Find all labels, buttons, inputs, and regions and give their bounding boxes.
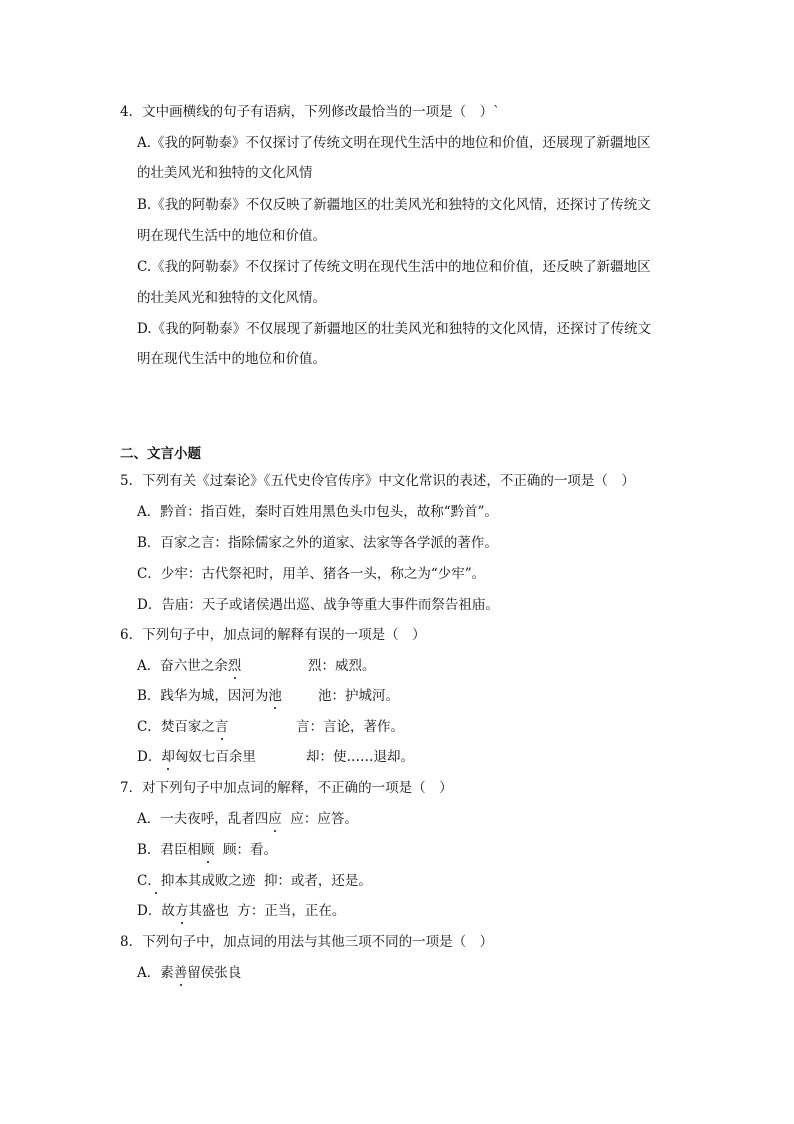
q6-option-c — [137, 718, 228, 736]
q6-option-d — [137, 748, 256, 766]
q8-option-a — [137, 964, 241, 982]
q8-a-dotted-word: 善 — [173, 965, 188, 981]
q7-d-label: D．故 — [137, 903, 175, 919]
q6-b-dotted-word: 池 — [268, 688, 282, 704]
q8-stem: 8．下列句子中，加点词的用法与其他三项不同的一项是（ ） — [120, 934, 494, 950]
q6-b-definition: 池：护城河。 — [318, 688, 399, 704]
q6-c-definition: 言：言论，著作。 — [296, 719, 404, 735]
q7-option-a — [137, 810, 358, 828]
q6-a-definition: 烈：威烈。 — [308, 658, 376, 674]
q6-d-label: D． — [137, 749, 162, 765]
q7-option-d — [137, 902, 345, 920]
q7-b-sentence: B．君臣相 — [137, 842, 201, 858]
q7-a-definition: 应：应答。 — [290, 811, 358, 827]
q6-stem: 6．下列句子中，加点词的解释有误的一项是（ ） — [120, 627, 426, 643]
q7-c-dotted-word: C．抑 — [137, 873, 175, 889]
q8-a-label: A．素 — [137, 965, 174, 981]
q4-option-a-line2: 的壮美风光和独特的文化风情 — [137, 165, 313, 181]
q4-option-d-line2: 明在现代生活中的地位和价值。 — [137, 351, 326, 367]
q4-option-a-line1: A.《我的阿勒泰》不仅探讨了传统文明在现代生活中的地位和价值，还展现了新疆地区 — [137, 135, 651, 151]
q7-option-b — [137, 841, 277, 859]
q5-stem: 5．下列有关《过秦论》《五代史伶官传序》中文化常识的表述，不正确的一项是（ ） — [120, 473, 635, 489]
q6-c-sentence: C．焚百家之 — [137, 719, 215, 735]
q5-option-a: A．黔首：指百姓，秦时百姓用黑色头巾包头，故称“黔首”。 — [137, 504, 499, 520]
q6-b-sentence: B．践华为城，因河为 — [137, 688, 269, 704]
q4-option-c-line1: C.《我的阿勒泰》不仅探讨了传统文明在现代生活中的地位和价值，还反映了新疆地区 — [137, 259, 651, 275]
section-heading: 二、文言小题 — [120, 446, 201, 462]
q7-c-sentence: 本其成败之迹 — [174, 873, 256, 889]
q7-stem: 7．对下列句子中加点词的解释，不正确的一项是（ ） — [120, 780, 453, 796]
q7-a-dotted-word: 应 — [268, 811, 282, 827]
q7-c-definition: 抑：或者，还是。 — [263, 873, 372, 889]
q8-a-sentence: 留侯张良 — [187, 965, 242, 981]
q5-option-b: B．百家之言：指除儒家之外的道家、法家等各学派的著作。 — [137, 535, 498, 551]
q4-option-c-line2: 的壮美风光和独特的文化风情。 — [137, 290, 326, 306]
q6-option-b — [137, 687, 282, 705]
q7-b-definition: 顾：看。 — [223, 842, 278, 858]
q4-option-d-line1: D.《我的阿勒泰》不仅展现了新疆地区的壮美风光和独特的文化风情，还探讨了传统文 — [137, 321, 652, 337]
q6-d-definition: 却：使……退却。 — [306, 749, 414, 765]
q6-c-dotted-word: 言 — [214, 719, 229, 735]
q5-option-d: D．告庙：天子或诸侯遇出巡、战争等重大事件而祭告祖庙。 — [137, 597, 499, 613]
q4-option-b-line2: 明在现代生活中的地位和价值。 — [137, 228, 326, 244]
q7-d-definition: 方：正当，正在。 — [237, 903, 346, 919]
q6-a-sentence: A．奋六世之余 — [137, 658, 228, 674]
q4-option-b-line1: B.《我的阿勒泰》不仅反映了新疆地区的壮美风光和独特的文化风情，还探讨了传统文 — [137, 197, 651, 213]
q6-option-a — [137, 657, 241, 675]
q7-option-c — [137, 872, 372, 890]
q7-d-sentence: 其盛也 — [188, 903, 229, 919]
q7-a-sentence: A．一夫夜呼，乱者四 — [137, 811, 269, 827]
q7-d-dotted-word: 方 — [174, 903, 189, 919]
q4-stem: 4．文中画横线的句子有语病，下列修改最恰当的一项是（ ）` — [120, 104, 500, 120]
q6-d-sentence: 匈奴七百余里 — [174, 749, 256, 765]
q6-d-dotted-word: 却 — [161, 749, 175, 765]
q6-a-dotted-word: 烈 — [227, 658, 242, 674]
q7-b-dotted-word: 顾 — [200, 842, 215, 858]
q5-option-c: C．少牢：古代祭祀时，用羊、猪各一头，称之为“少牢”。 — [137, 566, 486, 582]
